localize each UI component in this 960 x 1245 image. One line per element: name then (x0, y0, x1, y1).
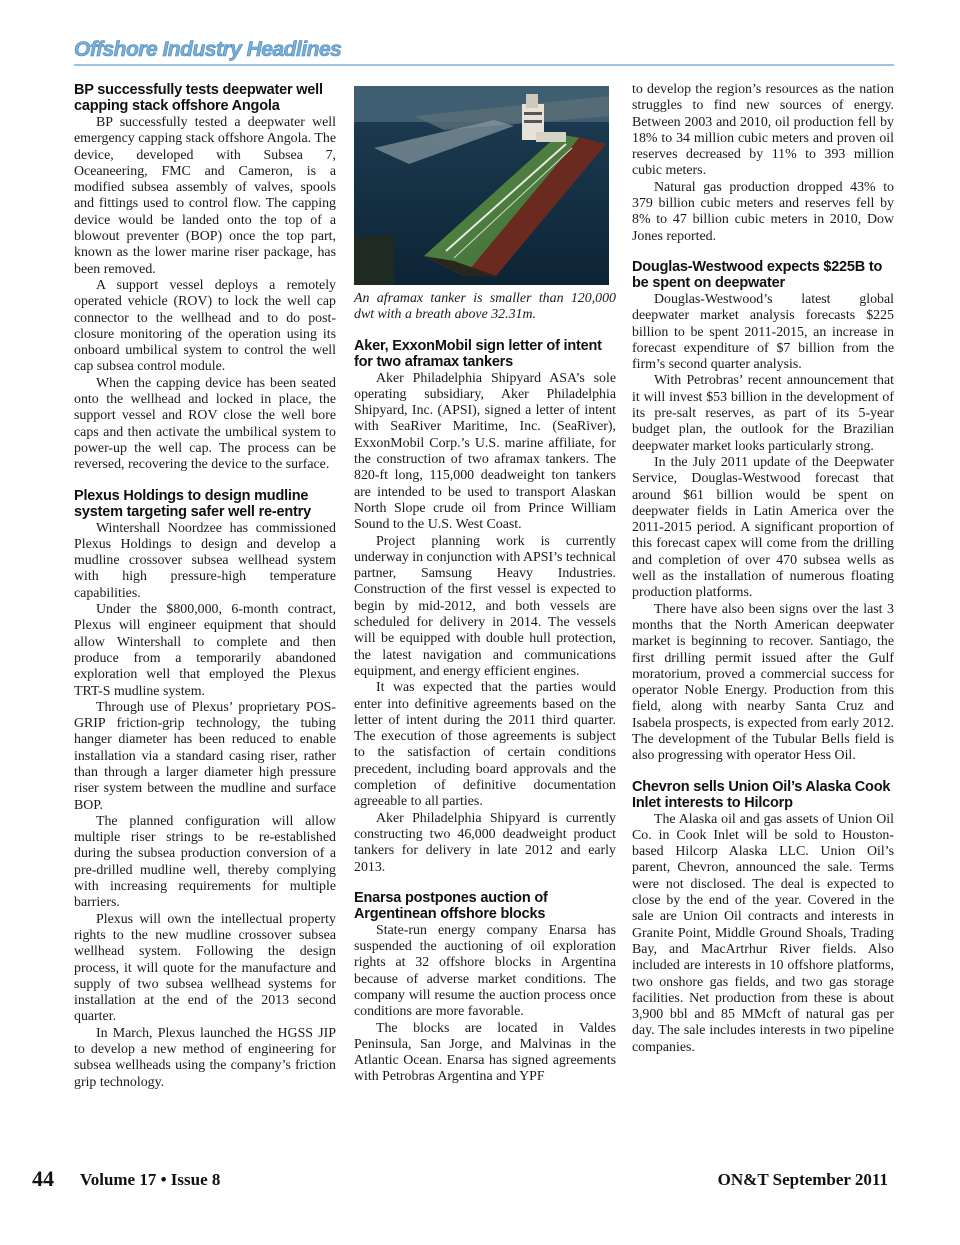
section-title: Offshore Industry Headlines (74, 38, 342, 61)
article-paragraph: Project planning work is currently underway in conjunction with APSI’s technical partner, Samsung Heavy Industries. Construction of the first vessel is expected to begin by mid-2012, and both vessels are scheduled for delivery in 2014. The vessels will be equipped with double hull protection, the latest navigation and communications equipment, and energy efficient engines. (354, 533, 616, 679)
article-enarsa (354, 890, 616, 1086)
article-paragraph: The planned configuration will allow multiple riser strings to be re-established during the subsea production conversion of a pre-drilled mudline well, thereby complying with increasing requirements for multiple barriers. (74, 813, 336, 911)
article-paragraph: With Petrobras’ recent announcement that it will invest $53 billion in the development of its pre-salt reserves, as part of its 5-year budget plan, the outlook for the Brazilian deepwater market looks particularly strong. (632, 373, 894, 454)
article-headline: Plexus Holdings to design mudline system targeting safer well re-entry (74, 487, 311, 520)
column-1 (74, 82, 336, 1091)
article-paragraph: Through use of Plexus’ proprietary POS-GRIP friction-grip technology, the tubing hanger diameter has been reduced to enable installation via a standard casing riser, rather than through a larger diameter high pressure riser system between the mudline and surface BOP. (74, 699, 336, 813)
article-paragraph: Wintershall Noordzee has commissioned Plexus Holdings to design and develop a mudline crossover subsea wellhead system with high pressure-high temperature capabilities. (74, 520, 336, 601)
tanker-photo (354, 86, 609, 285)
article-paragraph: There have also been signs over the last 3 months that the North American deepwater market is beginning to recover. Santiago, the first drilling permit issued after the Gulf moratorium, proved a commercial success for operator Noble Energy. Production from this field, along with nearby Santa Cruz and Isabela prospects, is expected from early 2012. The development of the Tubular Bells field is also progressing with operator Hess Oil. (632, 601, 894, 764)
article-aker (354, 338, 616, 876)
volume-issue: Volume 17 • Issue 8 (80, 1170, 221, 1189)
article-headline: Douglas-Westwood expects $225B to be spent on deepwater (632, 258, 883, 291)
article-headline: Chevron sells Union Oil’s Alaska Cook Inlet interests to Hilcorp (632, 778, 891, 811)
article-paragraph: State-run energy company Enarsa has suspended the auctioning of oil exploration rights at 32 offshore blocks in Argentina because of adverse market conditions. The company will resume the auction process once conditions are more favorable. (354, 922, 616, 1020)
article-bp (74, 82, 336, 474)
title-rule (74, 64, 894, 66)
article-paragraph: to develop the region’s resources as the nation struggles to find new sources of energy. Between 2003 and 2010, oil production fell by 18% to 34 million cubic meters and proven oil reserves decreased by 11% to 393 million cubic meters. (632, 82, 894, 179)
article-paragraph: Under the $800,000, 6-month contract, Plexus will engineer equipment that should allow Wintershall to complete and then produce from a temporarily abandoned exploration well that employed the Plexus TRT-S mudline system. (74, 602, 336, 699)
article-paragraph: In March, Plexus launched the HGSS JIP to develop a new method of engineering for subsea wellheads using the company’s friction grip technology. (74, 1025, 336, 1090)
article-plexus (74, 488, 336, 1091)
issue-date: ON&T September 2011 (717, 1170, 888, 1189)
article-paragraph: BP successfully tested a deepwater well emergency capping stack offshore Angola. The device, developed with Subsea 7, Oceaneering, FMC and Cameron, is a modified subsea assembly of valves, spools and fittings used to control flow. The capping device would be landed onto the top of a blowout preventer (BOP) once the top part, known as the lower marine riser package, has been removed. (74, 115, 336, 277)
article-chevron (632, 779, 894, 1056)
article-headline: Enarsa postpones auction of Argentinean offshore blocks (354, 889, 548, 922)
article-paragraph: The Alaska oil and gas assets of Union Oil Co. in Cook Inlet will be sold to Houston-based Hilcorp Alaska LLC. Union Oil’s parent, Chevron, announced the sale. Terms were not disclosed. The deal is expected to close by the end of the year. Covered in the sale are Union Oil contracts and interests in Granite Point, Middle Ground Shoals, Trading Bay, and MacArtrhur River fields. Also included are interests in 10 offshore platforms, two onshore gas fields, and two gas storage facilities. Net production from these is about 3,900 bbl and 85 MMcft of natural gas per day. The sale includes interests in two pipeline companies. (632, 811, 894, 1055)
article-paragraph: A support vessel deploys a remotely operated vehicle (ROV) to lock the well cap connector to the wellhead and to do post-closure monitoring of the operation using its onboard umbilical system to control the well cap subsea control module. (74, 277, 336, 375)
article-paragraph: In the July 2011 update of the Deepwater Service, Douglas-Westwood forecast that around $61 billion would be spent on deepwater fields in Latin America over the 2011-2015 period. A significant proportion of this forecast capex will come from the drilling and completion of over 470 subsea wells as well as the installation of numerous floating production platforms. (632, 454, 894, 601)
article-paragraph: Douglas-Westwood’s latest global deepwater market analysis forecasts $225 billion to be spent 2011-2015, an increase in forecast expenditure of $7 billion from the firm’s second quarter analysis. (632, 291, 894, 373)
article-douglas-westwood (632, 259, 894, 765)
page-number: 44 (32, 1166, 54, 1191)
article-paragraph: Aker Philadelphia Shipyard is currently constructing two 46,000 deadweight product tankers for delivery in late 2012 and early 2013. (354, 810, 616, 875)
article-paragraph: The blocks are located in Valdes Peninsula, San Jorge, and Malvinas in the Atlantic Ocean. Enarsa has signed agreements with Petrobras Argentina and YPF (354, 1020, 616, 1085)
article-paragraph: Natural gas production dropped 43% to 379 billion cubic meters and reserves fell by 8% to 47 billion cubic meters in 2010, Dow Jones reported. (632, 179, 894, 244)
article-paragraph: It was expected that the parties would enter into definitive agreements based on the letter of intent during the 2011 third quarter. The execution of those agreements is subject to the satisfaction of certain conditions precedent, including board approvals and the completion of definitive documentation agreeable to all parties. (354, 680, 616, 810)
article-headline: Aker, ExxonMobil sign letter of intent for two aframax tankers (354, 337, 602, 370)
article-paragraph: When the capping device has been seated onto the wellhead and locked in place, the support vessel and ROV close the well bore caps and then activate the umbilical system to power-up the well cap. The process can be reversed, recovering the device to the surface. (74, 375, 336, 473)
article-paragraph: Aker Philadelphia Shipyard ASA’s sole operating subsidiary, Aker Philadelphia Shipyard, Inc. (APSI), signed a letter of intent with SeaRiver Maritime, Inc. (SeaRiver), ExxonMobil Corp.’s U.S. marine affiliate, for the construction of two aframax tankers. The 820-ft long, 115,000 deadweight ton tankers are intended to be used to transport Alaskan North Slope crude oil from Prince William Sound to the U.S. West Coast. (354, 370, 616, 533)
photo-caption: An aframax tanker is smaller than 120,000 dwt with a breath above 32.31m. (354, 291, 616, 323)
article-headline: BP successfully tests deepwater well capping stack offshore Angola (74, 82, 323, 114)
article-paragraph: Plexus will own the intellectual property rights to the new mudline crossover subsea wellhead system. Following the design process, it will quote for the manufacture and supply of two subsea wellhead systems for installation at the end of the 2013 second quarter. (74, 911, 336, 1025)
column-2 (354, 82, 616, 1086)
column-3 (632, 82, 894, 1056)
